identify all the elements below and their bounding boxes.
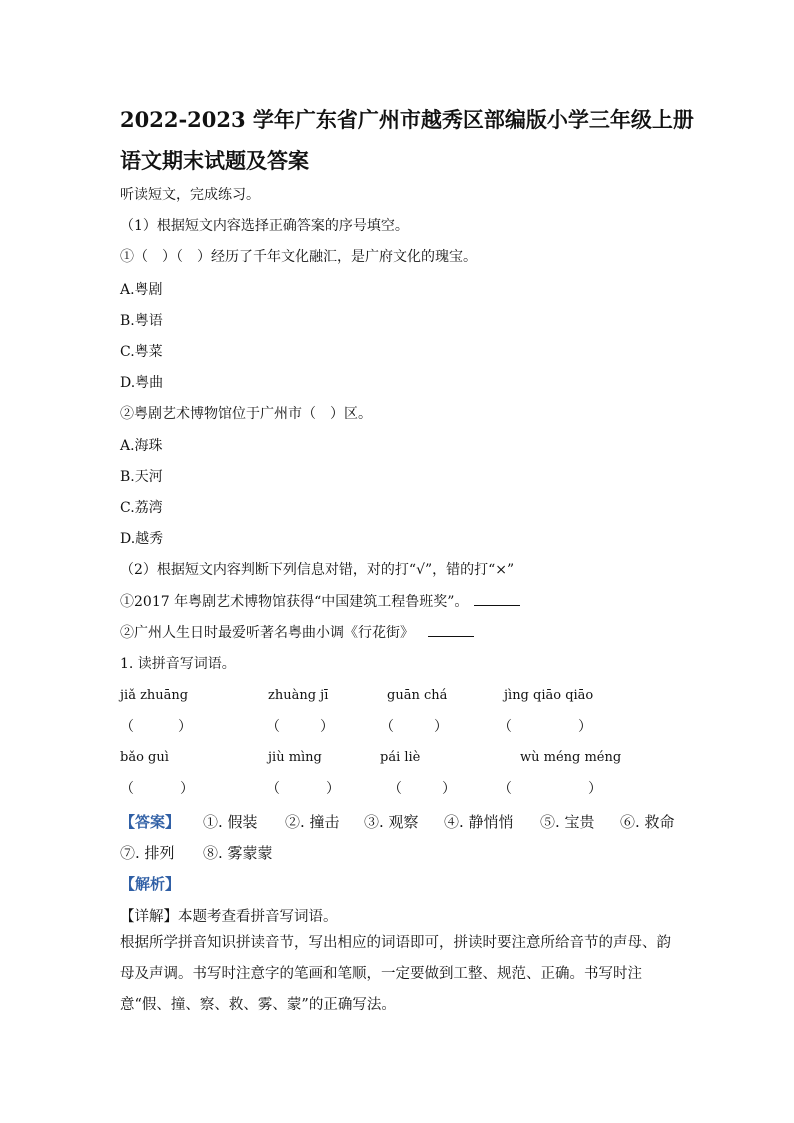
analysis-label: 【解析】 [120,875,181,893]
question-3-heading: 1. 读拼音写词语。 [120,656,236,672]
answer-1: ①. 假装 [203,813,258,831]
answer-blank-2[interactable] [428,624,474,637]
paren-right: ） [434,719,448,735]
pinyin-1: jiǎ zhuāng [120,688,189,703]
pinyin-5: bǎo guì [120,750,169,765]
paren-left: （ [120,781,134,797]
q2-option-a: A.海珠 [120,438,163,454]
q1-option-d: D.粤曲 [120,375,164,391]
answer-label: 【答案】 [120,813,181,831]
answer-3: ③. 观察 [364,813,419,831]
q2-option-c: C.荔湾 [120,500,163,516]
paren-left: （ [380,719,394,735]
answer-5: ⑤. 宝贵 [540,813,595,831]
paren-right: ） [578,719,592,735]
q1-option-c: C.粤菜 [120,344,163,360]
paren-left: （ [266,719,280,735]
part2-heading: （2）根据短文内容判断下列信息对错，对的打“√”，错的打“×” [120,562,515,578]
question-1: ①（ ）（ ）经历了千年文化融汇，是广府文化的瑰宝。 [120,249,477,265]
paren-right: ） [588,781,602,797]
answer-box-5[interactable] [120,778,194,798]
q1-option-b: B.粤语 [120,313,163,329]
answer-blank-1[interactable] [474,593,520,606]
pinyin-2: zhuàng jī [268,688,329,703]
document-title-line-1: 2022-2023 学年广东省广州市越秀区部编版小学三年级上册 [120,107,694,132]
statement-1 [120,593,520,611]
answer-2: ②. 撞击 [285,813,340,831]
answer-7: ⑦. 排列 [120,844,175,862]
paren-left: （ [498,719,512,735]
q2-option-d: D.越秀 [120,531,164,547]
pinyin-8: wù méng méng [520,750,622,765]
paren-right: ） [326,781,340,797]
answer-8: ⑧. 雾蒙蒙 [203,844,273,862]
pinyin-3: guān chá [387,688,448,703]
q1-option-a: A.粤剧 [120,282,163,298]
pinyin-4: jìng qiāo qiāo [504,688,594,703]
answer-4: ④. 静悄悄 [444,813,514,831]
analysis-detail: 【详解】本题考查看拼音写词语。 [120,909,338,925]
statement-1-text: ①2017 年粤剧艺术博物馆获得“中国建筑工程鲁班奖”。 [120,594,469,610]
q2-option-b: B.天河 [120,469,163,485]
answer-6: ⑥. 救命 [620,813,675,831]
analysis-paragraph: 根据所学拼音知识拼读音节，写出相应的词语即可，拼读时要注意所给音节的声母、韵母及声调。书写时注意字的笔画和笔顺，一定要做到工整、规范、正确。书写时注意“假、撞、察、救、雾、蒙”的正确写法。 [120,935,671,1013]
answer-box-7[interactable] [388,778,456,798]
part1-heading: （1）根据短文内容选择正确答案的序号填空。 [120,218,409,234]
paren-right: ） [180,781,194,797]
paren-right: ） [442,781,456,797]
answer-box-2[interactable] [266,716,334,736]
paren-left: （ [388,781,402,797]
paren-right: ） [178,719,192,735]
intro-text: 听读短文，完成练习。 [120,187,260,203]
paren-left: （ [266,781,280,797]
paren-left: （ [120,719,134,735]
answer-box-3[interactable] [380,716,448,736]
answer-box-6[interactable] [266,778,340,798]
answer-box-8[interactable] [498,778,602,798]
pinyin-6: jiù mìng [268,750,322,765]
answer-box-4[interactable] [498,716,592,736]
statement-2-text: ②广州人生日时最爱听著名粤曲小调《行花街》 [120,625,414,641]
question-2: ②粤剧艺术博物馆位于广州市（ ）区。 [120,406,372,422]
statement-2 [120,624,474,642]
answer-box-1[interactable] [120,716,192,736]
paren-right: ） [320,719,334,735]
pinyin-7: pái liè [380,750,421,765]
paren-left: （ [498,781,512,797]
document-title-line-2: 语文期末试题及答案 [120,148,309,173]
